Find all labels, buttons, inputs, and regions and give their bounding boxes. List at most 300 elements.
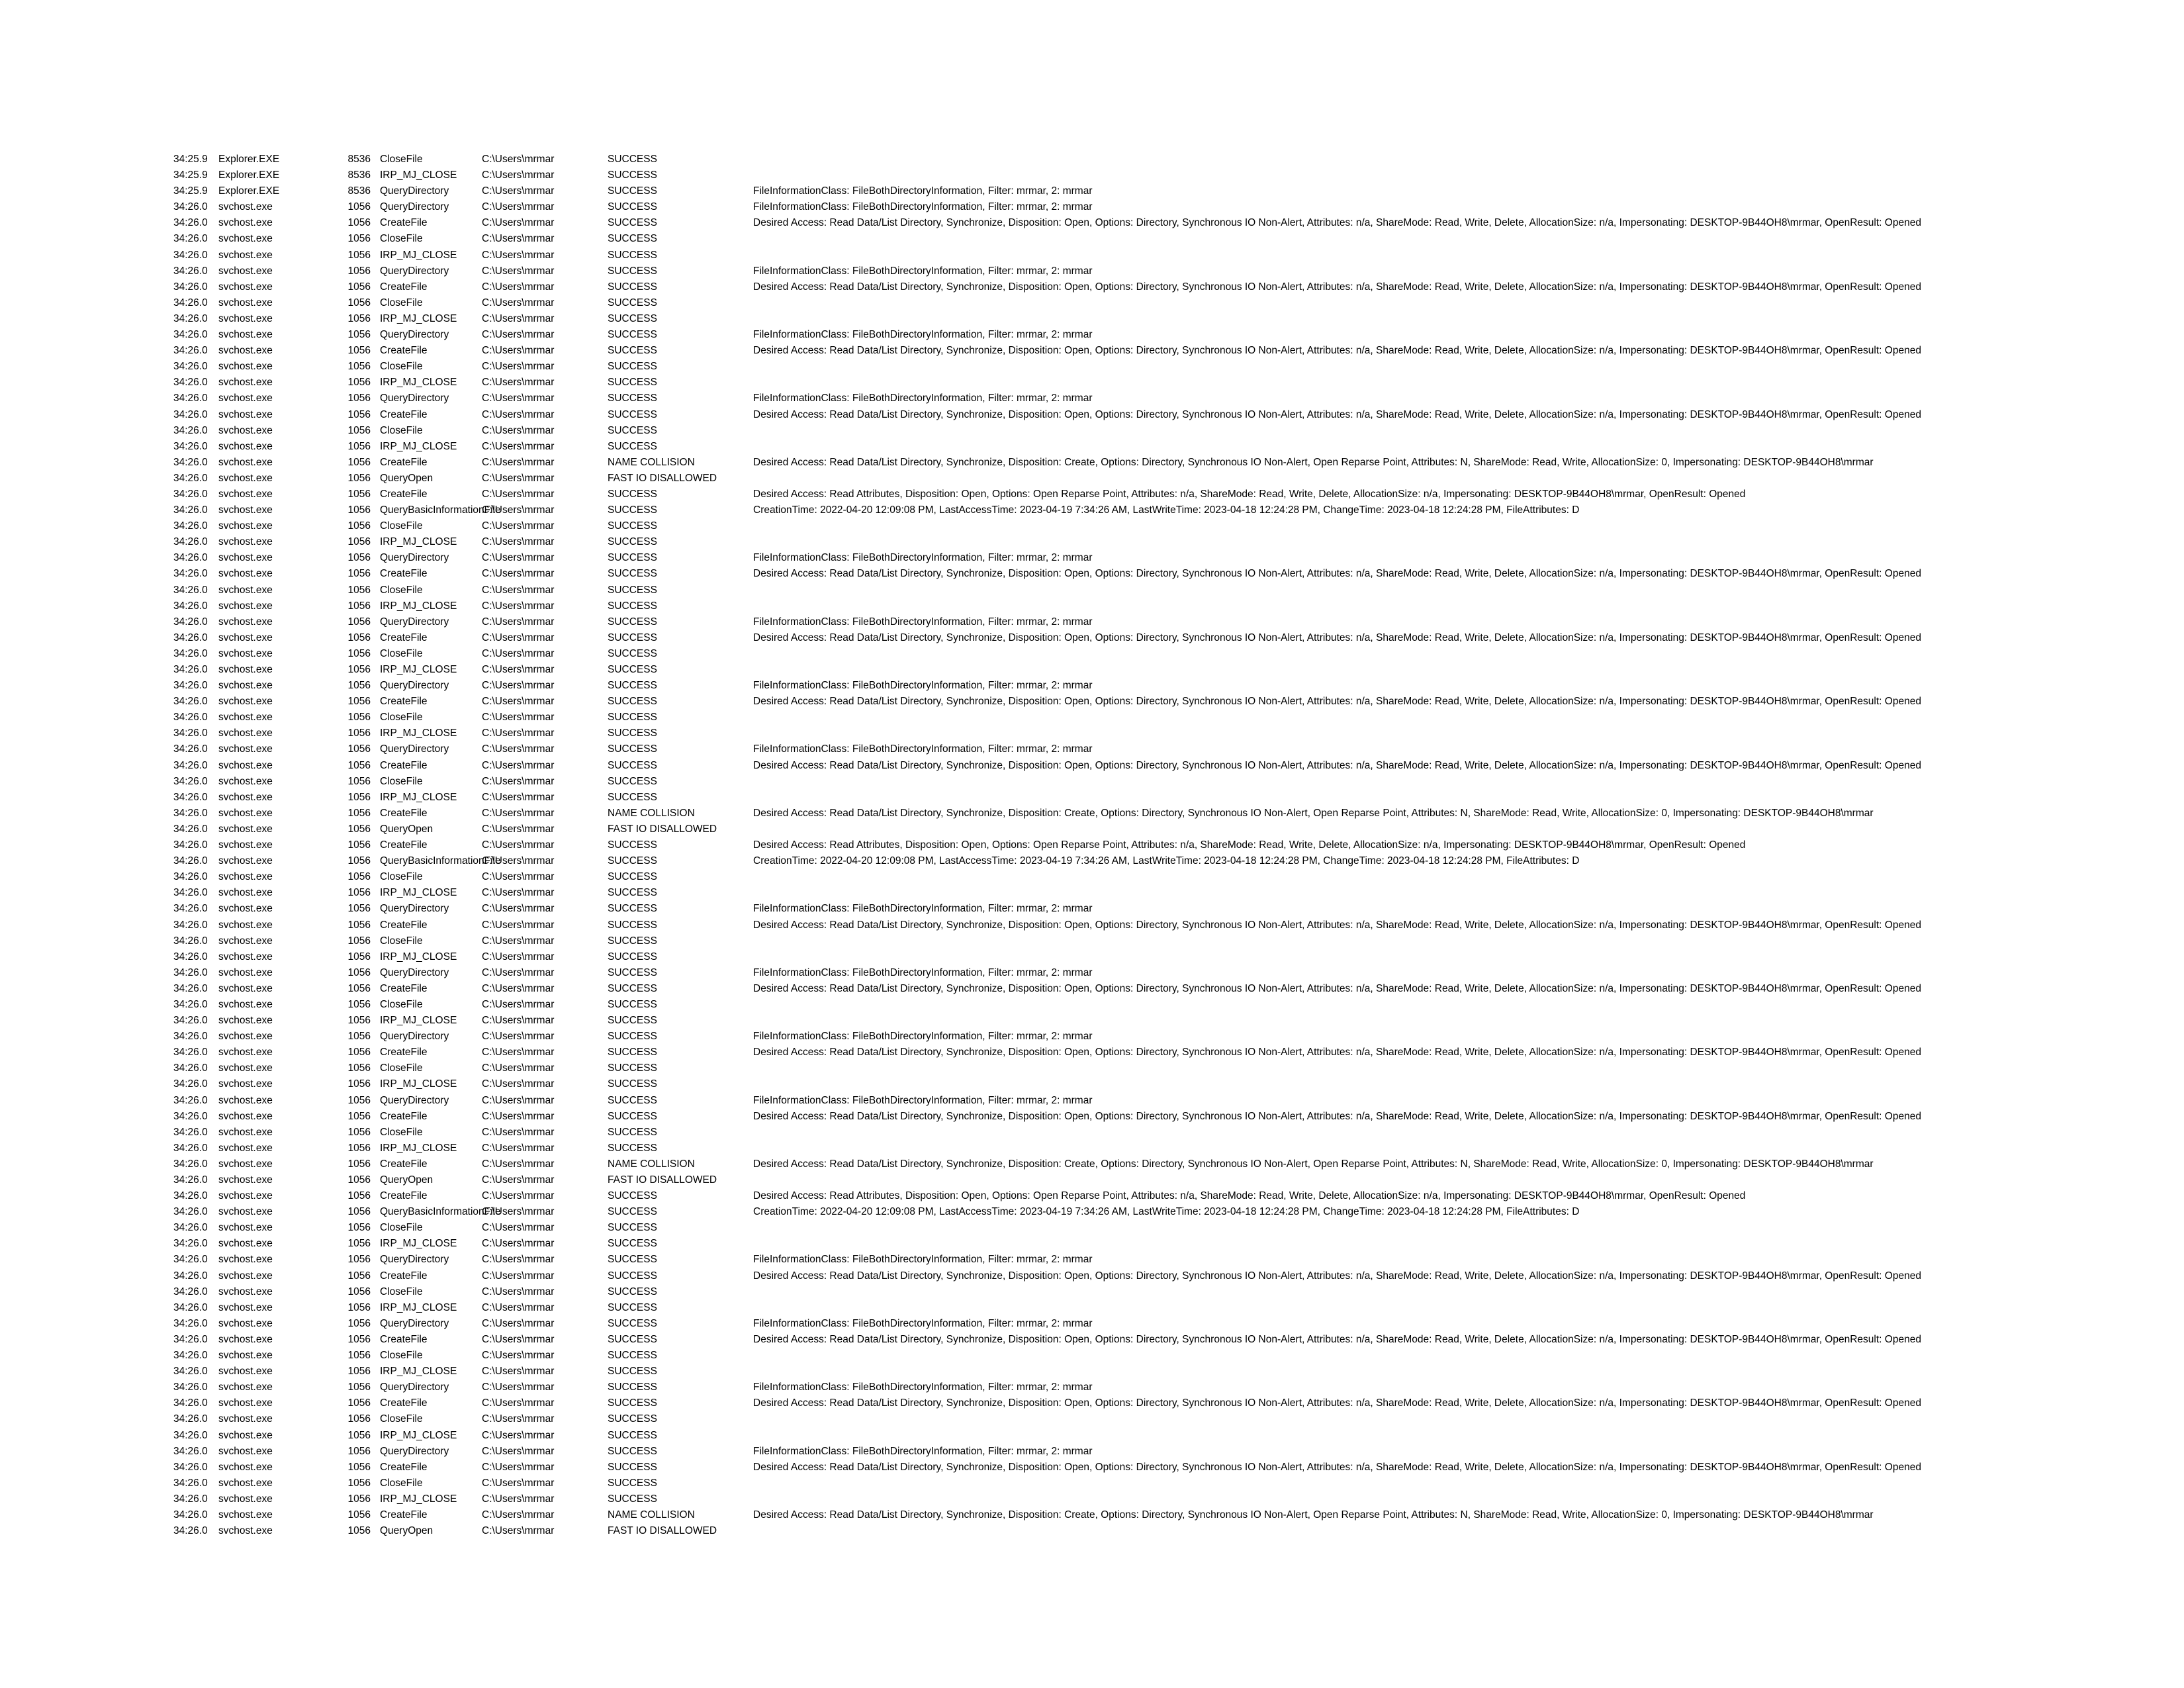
- time-cell: 34:26.0: [173, 1333, 208, 1345]
- pid-cell: 1056: [347, 201, 371, 213]
- pid-cell: 1056: [347, 361, 371, 373]
- result-cell: SUCCESS: [608, 440, 657, 452]
- result-cell: SUCCESS: [608, 1015, 657, 1027]
- detail-cell: Desired Access: Read Data/List Directory, Synchronize, Disposition: Open, Options: Directory, Synchronous IO Non-Alert, Attributes: n/a, ShareMode: Read, Write, Delete, AllocationSize: n/a, Impersonating: DESKTOP-9B44OH8\mrmar, OpenResult: Opened: [753, 1461, 1921, 1473]
- path-cell: C:\Users\mrmar: [482, 1270, 555, 1282]
- process-cell: svchost.exe: [218, 791, 273, 803]
- time-cell: 34:26.0: [173, 1190, 208, 1202]
- operation-cell: CreateFile: [380, 839, 428, 851]
- time-cell: 34:26.0: [173, 584, 208, 596]
- process-cell: svchost.exe: [218, 759, 273, 771]
- process-cell: svchost.exe: [218, 504, 273, 516]
- operation-cell: IRP_MJ_CLOSE: [380, 1366, 457, 1378]
- pid-cell: 1056: [347, 1477, 371, 1489]
- operation-cell: QueryOpen: [380, 823, 433, 835]
- time-cell: 34:26.0: [173, 1254, 208, 1266]
- path-cell: C:\Users\mrmar: [482, 1142, 555, 1154]
- pid-cell: 1056: [347, 377, 371, 389]
- operation-cell: QueryOpen: [380, 472, 433, 484]
- process-cell: svchost.exe: [218, 584, 273, 596]
- pid-cell: 1056: [347, 1031, 371, 1043]
- path-cell: C:\Users\mrmar: [482, 616, 555, 628]
- path-cell: C:\Users\mrmar: [482, 951, 555, 962]
- process-cell: svchost.exe: [218, 616, 273, 628]
- time-cell: 34:26.0: [173, 1062, 208, 1074]
- result-cell: SUCCESS: [608, 951, 657, 962]
- process-cell: svchost.exe: [218, 408, 273, 420]
- operation-cell: CloseFile: [380, 712, 423, 724]
- pid-cell: 1056: [347, 775, 371, 787]
- operation-cell: IRP_MJ_CLOSE: [380, 1238, 457, 1250]
- process-cell: svchost.exe: [218, 647, 273, 659]
- operation-cell: IRP_MJ_CLOSE: [380, 727, 457, 739]
- result-cell: SUCCESS: [608, 393, 657, 404]
- path-cell: C:\Users\mrmar: [482, 1238, 555, 1250]
- operation-cell: CloseFile: [380, 1350, 423, 1362]
- path-cell: C:\Users\mrmar: [482, 154, 555, 165]
- result-cell: SUCCESS: [608, 1429, 657, 1441]
- pid-cell: 1056: [347, 488, 371, 500]
- operation-cell: IRP_MJ_CLOSE: [380, 951, 457, 962]
- result-cell: FAST IO DISALLOWED: [608, 472, 717, 484]
- pid-cell: 1056: [347, 1254, 371, 1266]
- operation-cell: QueryDirectory: [380, 743, 449, 755]
- detail-cell: FileInformationClass: FileBothDirectoryInformation, Filter: mrmar, 2: mrmar: [753, 185, 1093, 197]
- pid-cell: 8536: [347, 185, 371, 197]
- result-cell: SUCCESS: [608, 1238, 657, 1250]
- pid-cell: 1056: [347, 871, 371, 883]
- path-cell: C:\Users\mrmar: [482, 1525, 555, 1537]
- operation-cell: CreateFile: [380, 281, 428, 293]
- process-cell: svchost.exe: [218, 520, 273, 532]
- process-cell: svchost.exe: [218, 1110, 273, 1122]
- operation-cell: QueryBasicInformationFile: [380, 504, 501, 516]
- path-cell: C:\Users\mrmar: [482, 759, 555, 771]
- process-cell: svchost.exe: [218, 312, 273, 324]
- pid-cell: 1056: [347, 1190, 371, 1202]
- process-cell: svchost.exe: [218, 1190, 273, 1202]
- process-cell: svchost.exe: [218, 1126, 273, 1138]
- operation-cell: QueryBasicInformationFile: [380, 855, 501, 867]
- time-cell: 34:26.0: [173, 281, 208, 293]
- operation-cell: IRP_MJ_CLOSE: [380, 1493, 457, 1505]
- process-cell: svchost.exe: [218, 727, 273, 739]
- detail-cell: Desired Access: Read Data/List Directory, Synchronize, Disposition: Open, Options: Directory, Synchronous IO Non-Alert, Attributes: n/a, ShareMode: Read, Write, Delete, AllocationSize: n/a, Impersonating: DESKTOP-9B44OH8\mrmar, OpenResult: Opened: [753, 1047, 1921, 1058]
- path-cell: C:\Users\mrmar: [482, 329, 555, 341]
- operation-cell: CreateFile: [380, 982, 428, 994]
- operation-cell: CloseFile: [380, 154, 423, 165]
- detail-cell: FileInformationClass: FileBothDirectoryInformation, Filter: mrmar, 2: mrmar: [753, 966, 1093, 978]
- pid-cell: 1056: [347, 1382, 371, 1393]
- detail-cell: Desired Access: Read Data/List Directory, Synchronize, Disposition: Open, Options: Directory, Synchronous IO Non-Alert, Attributes: n/a, ShareMode: Read, Write, Delete, AllocationSize: n/a, Impersonating: DESKTOP-9B44OH8\mrmar, OpenResult: Opened: [753, 1333, 1921, 1345]
- detail-cell: Desired Access: Read Data/List Directory, Synchronize, Disposition: Open, Options: Directory, Synchronous IO Non-Alert, Attributes: n/a, ShareMode: Read, Write, Delete, AllocationSize: n/a, Impersonating: DESKTOP-9B44OH8\mrmar, OpenResult: Opened: [753, 1397, 1921, 1409]
- path-cell: C:\Users\mrmar: [482, 536, 555, 548]
- process-cell: svchost.exe: [218, 775, 273, 787]
- process-cell: svchost.exe: [218, 233, 273, 245]
- operation-cell: CreateFile: [380, 1333, 428, 1345]
- detail-cell: FileInformationClass: FileBothDirectoryInformation, Filter: mrmar, 2: mrmar: [753, 1094, 1093, 1106]
- result-cell: SUCCESS: [608, 1254, 657, 1266]
- operation-cell: IRP_MJ_CLOSE: [380, 1015, 457, 1027]
- path-cell: C:\Users\mrmar: [482, 791, 555, 803]
- pid-cell: 1056: [347, 265, 371, 277]
- path-cell: C:\Users\mrmar: [482, 903, 555, 915]
- operation-cell: CloseFile: [380, 998, 423, 1010]
- time-cell: 34:26.0: [173, 201, 208, 213]
- result-cell: SUCCESS: [608, 1126, 657, 1138]
- result-cell: SUCCESS: [608, 1047, 657, 1058]
- result-cell: SUCCESS: [608, 1222, 657, 1234]
- process-cell: svchost.exe: [218, 1461, 273, 1473]
- process-cell: svchost.exe: [218, 329, 273, 341]
- path-cell: C:\Users\mrmar: [482, 393, 555, 404]
- result-cell: SUCCESS: [608, 520, 657, 532]
- result-cell: NAME COLLISION: [608, 1158, 695, 1170]
- pid-cell: 1056: [347, 727, 371, 739]
- operation-cell: CloseFile: [380, 233, 423, 245]
- result-cell: NAME COLLISION: [608, 456, 695, 468]
- time-cell: 34:26.0: [173, 297, 208, 308]
- result-cell: SUCCESS: [608, 377, 657, 389]
- pid-cell: 1056: [347, 1413, 371, 1425]
- pid-cell: 1056: [347, 966, 371, 978]
- path-cell: C:\Users\mrmar: [482, 1493, 555, 1505]
- time-cell: 34:26.0: [173, 536, 208, 548]
- result-cell: SUCCESS: [608, 265, 657, 277]
- pid-cell: 1056: [347, 536, 371, 548]
- detail-cell: Desired Access: Read Data/List Directory, Synchronize, Disposition: Open, Options: Directory, Synchronous IO Non-Alert, Attributes: n/a, ShareMode: Read, Write, Delete, AllocationSize: n/a, Impersonating: DESKTOP-9B44OH8\mrmar, OpenResult: Opened: [753, 345, 1921, 357]
- result-cell: FAST IO DISALLOWED: [608, 1525, 717, 1537]
- time-cell: 34:26.0: [173, 1525, 208, 1537]
- time-cell: 34:26.0: [173, 664, 208, 675]
- process-cell: svchost.exe: [218, 1254, 273, 1266]
- path-cell: C:\Users\mrmar: [482, 887, 555, 899]
- pid-cell: 1056: [347, 1174, 371, 1186]
- time-cell: 34:26.0: [173, 1317, 208, 1329]
- path-cell: C:\Users\mrmar: [482, 1286, 555, 1297]
- path-cell: C:\Users\mrmar: [482, 1174, 555, 1186]
- path-cell: C:\Users\mrmar: [482, 935, 555, 947]
- pid-cell: 1056: [347, 1270, 371, 1282]
- time-cell: 34:26.0: [173, 903, 208, 915]
- operation-cell: QueryDirectory: [380, 552, 449, 564]
- time-cell: 34:26.0: [173, 1461, 208, 1473]
- process-cell: svchost.exe: [218, 201, 273, 213]
- time-cell: 34:26.0: [173, 1015, 208, 1027]
- result-cell: SUCCESS: [608, 1031, 657, 1043]
- operation-cell: QueryDirectory: [380, 680, 449, 692]
- pid-cell: 1056: [347, 233, 371, 245]
- result-cell: SUCCESS: [608, 552, 657, 564]
- path-cell: C:\Users\mrmar: [482, 249, 555, 261]
- path-cell: C:\Users\mrmar: [482, 775, 555, 787]
- process-cell: svchost.exe: [218, 823, 273, 835]
- pid-cell: 1056: [347, 712, 371, 724]
- process-cell: svchost.exe: [218, 249, 273, 261]
- result-cell: SUCCESS: [608, 1317, 657, 1329]
- pid-cell: 1056: [347, 504, 371, 516]
- pid-cell: 1056: [347, 249, 371, 261]
- time-cell: 34:26.0: [173, 616, 208, 628]
- pid-cell: 1056: [347, 1094, 371, 1106]
- result-cell: SUCCESS: [608, 919, 657, 931]
- process-cell: svchost.exe: [218, 632, 273, 643]
- operation-cell: QueryOpen: [380, 1525, 433, 1537]
- process-cell: svchost.exe: [218, 1015, 273, 1027]
- process-cell: svchost.exe: [218, 1206, 273, 1218]
- result-cell: SUCCESS: [608, 871, 657, 883]
- operation-cell: QueryDirectory: [380, 1094, 449, 1106]
- process-cell: svchost.exe: [218, 1366, 273, 1378]
- path-cell: C:\Users\mrmar: [482, 440, 555, 452]
- pid-cell: 1056: [347, 345, 371, 357]
- detail-cell: Desired Access: Read Data/List Directory, Synchronize, Disposition: Open, Options: Directory, Synchronous IO Non-Alert, Attributes: n/a, ShareMode: Read, Write, Delete, AllocationSize: n/a, Impersonating: DESKTOP-9B44OH8\mrmar, OpenResult: Opened: [753, 281, 1921, 293]
- time-cell: 34:26.0: [173, 1031, 208, 1043]
- process-cell: svchost.exe: [218, 456, 273, 468]
- process-cell: svchost.exe: [218, 600, 273, 612]
- result-cell: SUCCESS: [608, 616, 657, 628]
- result-cell: SUCCESS: [608, 1461, 657, 1473]
- time-cell: 34:26.0: [173, 1445, 208, 1457]
- time-cell: 34:26.0: [173, 1413, 208, 1425]
- path-cell: C:\Users\mrmar: [482, 1445, 555, 1457]
- result-cell: SUCCESS: [608, 584, 657, 596]
- path-cell: C:\Users\mrmar: [482, 169, 555, 181]
- path-cell: C:\Users\mrmar: [482, 855, 555, 867]
- operation-cell: QueryDirectory: [380, 966, 449, 978]
- operation-cell: QueryDirectory: [380, 201, 449, 213]
- operation-cell: CreateFile: [380, 1509, 428, 1521]
- pid-cell: 1056: [347, 1493, 371, 1505]
- result-cell: SUCCESS: [608, 312, 657, 324]
- result-cell: SUCCESS: [608, 345, 657, 357]
- result-cell: SUCCESS: [608, 1382, 657, 1393]
- operation-cell: IRP_MJ_CLOSE: [380, 1301, 457, 1313]
- operation-cell: CreateFile: [380, 1397, 428, 1409]
- pid-cell: 1056: [347, 1509, 371, 1521]
- path-cell: C:\Users\mrmar: [482, 807, 555, 819]
- time-cell: 34:26.0: [173, 1110, 208, 1122]
- result-cell: SUCCESS: [608, 664, 657, 675]
- time-cell: 34:26.0: [173, 951, 208, 962]
- result-cell: SUCCESS: [608, 329, 657, 341]
- process-cell: svchost.exe: [218, 855, 273, 867]
- pid-cell: 1056: [347, 281, 371, 293]
- path-cell: C:\Users\mrmar: [482, 696, 555, 708]
- path-cell: C:\Users\mrmar: [482, 361, 555, 373]
- process-cell: svchost.exe: [218, 903, 273, 915]
- process-cell: svchost.exe: [218, 1413, 273, 1425]
- pid-cell: 1056: [347, 982, 371, 994]
- result-cell: SUCCESS: [608, 361, 657, 373]
- time-cell: 34:26.0: [173, 520, 208, 532]
- time-cell: 34:26.0: [173, 233, 208, 245]
- pid-cell: 1056: [347, 1206, 371, 1218]
- pid-cell: 1056: [347, 855, 371, 867]
- path-cell: C:\Users\mrmar: [482, 1366, 555, 1378]
- pid-cell: 1056: [347, 1047, 371, 1058]
- path-cell: C:\Users\mrmar: [482, 1397, 555, 1409]
- result-cell: SUCCESS: [608, 1366, 657, 1378]
- time-cell: 34:26.0: [173, 807, 208, 819]
- pid-cell: 1056: [347, 647, 371, 659]
- pid-cell: 1056: [347, 839, 371, 851]
- process-cell: Explorer.EXE: [218, 185, 280, 197]
- operation-cell: CloseFile: [380, 584, 423, 596]
- operation-cell: CloseFile: [380, 1126, 423, 1138]
- time-cell: 34:26.0: [173, 1142, 208, 1154]
- pid-cell: 1056: [347, 632, 371, 643]
- pid-cell: 1056: [347, 759, 371, 771]
- operation-cell: CreateFile: [380, 456, 428, 468]
- path-cell: C:\Users\mrmar: [482, 1254, 555, 1266]
- process-cell: svchost.exe: [218, 1286, 273, 1297]
- time-cell: 34:26.0: [173, 712, 208, 724]
- operation-cell: CreateFile: [380, 696, 428, 708]
- path-cell: C:\Users\mrmar: [482, 712, 555, 724]
- detail-cell: FileInformationClass: FileBothDirectoryInformation, Filter: mrmar, 2: mrmar: [753, 1254, 1093, 1266]
- process-cell: svchost.exe: [218, 345, 273, 357]
- process-cell: svchost.exe: [218, 680, 273, 692]
- time-cell: 34:26.0: [173, 265, 208, 277]
- result-cell: SUCCESS: [608, 680, 657, 692]
- operation-cell: IRP_MJ_CLOSE: [380, 887, 457, 899]
- result-cell: SUCCESS: [608, 1301, 657, 1313]
- operation-cell: CreateFile: [380, 217, 428, 229]
- operation-cell: IRP_MJ_CLOSE: [380, 1429, 457, 1441]
- result-cell: SUCCESS: [608, 759, 657, 771]
- time-cell: 34:26.0: [173, 249, 208, 261]
- process-cell: svchost.exe: [218, 1429, 273, 1441]
- operation-cell: CreateFile: [380, 759, 428, 771]
- time-cell: 34:26.0: [173, 1126, 208, 1138]
- time-cell: 34:26.0: [173, 345, 208, 357]
- operation-cell: QueryDirectory: [380, 903, 449, 915]
- time-cell: 34:26.0: [173, 424, 208, 436]
- path-cell: C:\Users\mrmar: [482, 664, 555, 675]
- result-cell: SUCCESS: [608, 488, 657, 500]
- pid-cell: 1056: [347, 584, 371, 596]
- time-cell: 34:26.0: [173, 488, 208, 500]
- path-cell: C:\Users\mrmar: [482, 727, 555, 739]
- process-cell: Explorer.EXE: [218, 154, 280, 165]
- operation-cell: QueryDirectory: [380, 393, 449, 404]
- process-cell: svchost.exe: [218, 1525, 273, 1537]
- time-cell: 34:26.0: [173, 393, 208, 404]
- operation-cell: CreateFile: [380, 568, 428, 580]
- pid-cell: 1056: [347, 1158, 371, 1170]
- result-cell: SUCCESS: [608, 536, 657, 548]
- path-cell: C:\Users\mrmar: [482, 1509, 555, 1521]
- pid-cell: 1056: [347, 1015, 371, 1027]
- process-cell: svchost.exe: [218, 1397, 273, 1409]
- result-cell: SUCCESS: [608, 1350, 657, 1362]
- detail-cell: FileInformationClass: FileBothDirectoryInformation, Filter: mrmar, 2: mrmar: [753, 552, 1093, 564]
- process-cell: svchost.exe: [218, 1509, 273, 1521]
- result-cell: NAME COLLISION: [608, 807, 695, 819]
- result-cell: SUCCESS: [608, 1206, 657, 1218]
- operation-cell: CreateFile: [380, 807, 428, 819]
- detail-cell: Desired Access: Read Data/List Directory, Synchronize, Disposition: Open, Options: Directory, Synchronous IO Non-Alert, Attributes: n/a, ShareMode: Read, Write, Delete, AllocationSize: n/a, Impersonating: DESKTOP-9B44OH8\mrmar, OpenResult: Opened: [753, 632, 1921, 643]
- result-cell: SUCCESS: [608, 408, 657, 420]
- path-cell: C:\Users\mrmar: [482, 488, 555, 500]
- operation-cell: IRP_MJ_CLOSE: [380, 440, 457, 452]
- process-cell: svchost.exe: [218, 393, 273, 404]
- time-cell: 34:26.0: [173, 329, 208, 341]
- time-cell: 34:26.0: [173, 1206, 208, 1218]
- path-cell: C:\Users\mrmar: [482, 919, 555, 931]
- pid-cell: 1056: [347, 1350, 371, 1362]
- pid-cell: 1056: [347, 664, 371, 675]
- result-cell: SUCCESS: [608, 855, 657, 867]
- operation-cell: CreateFile: [380, 919, 428, 931]
- time-cell: 34:26.0: [173, 504, 208, 516]
- pid-cell: 1056: [347, 1366, 371, 1378]
- process-cell: svchost.exe: [218, 1142, 273, 1154]
- time-cell: 34:26.0: [173, 647, 208, 659]
- detail-cell: FileInformationClass: FileBothDirectoryInformation, Filter: mrmar, 2: mrmar: [753, 1382, 1093, 1393]
- process-cell: svchost.exe: [218, 265, 273, 277]
- process-cell: svchost.exe: [218, 982, 273, 994]
- operation-cell: CloseFile: [380, 647, 423, 659]
- time-cell: 34:26.0: [173, 680, 208, 692]
- operation-cell: CreateFile: [380, 345, 428, 357]
- detail-cell: CreationTime: 2022-04-20 12:09:08 PM, LastAccessTime: 2023-04-19 7:34:26 AM, LastWriteTime: 2023-04-18 12:24:28 PM, ChangeTime: 2023-04-18 12:24:28 PM, FileAttributes: D: [753, 1206, 1580, 1218]
- path-cell: C:\Users\mrmar: [482, 1317, 555, 1329]
- result-cell: SUCCESS: [608, 249, 657, 261]
- path-cell: C:\Users\mrmar: [482, 743, 555, 755]
- pid-cell: 1056: [347, 312, 371, 324]
- process-cell: svchost.exe: [218, 472, 273, 484]
- path-cell: C:\Users\mrmar: [482, 552, 555, 564]
- time-cell: 34:26.0: [173, 1382, 208, 1393]
- result-cell: SUCCESS: [608, 966, 657, 978]
- time-cell: 34:26.0: [173, 871, 208, 883]
- result-cell: SUCCESS: [608, 1078, 657, 1090]
- result-cell: SUCCESS: [608, 647, 657, 659]
- process-cell: svchost.exe: [218, 1174, 273, 1186]
- pid-cell: 1056: [347, 616, 371, 628]
- detail-cell: Desired Access: Read Data/List Directory, Synchronize, Disposition: Create, Options: Directory, Synchronous IO Non-Alert, Open Reparse Point, Attributes: N, ShareMode: Read, Write, AllocationSize: 0, Impersonating: DESKTOP-9B44OH8\mrmar: [753, 1509, 1874, 1521]
- operation-cell: QueryOpen: [380, 1174, 433, 1186]
- result-cell: SUCCESS: [608, 1270, 657, 1282]
- detail-cell: Desired Access: Read Attributes, Disposition: Open, Options: Open Reparse Point, Attributes: n/a, ShareMode: Read, Write, Delete, AllocationSize: n/a, Impersonating: DESKTOP-9B44OH8\mrmar, OpenResult: Opened: [753, 1190, 1746, 1202]
- operation-cell: QueryDirectory: [380, 1031, 449, 1043]
- time-cell: 34:26.0: [173, 982, 208, 994]
- process-cell: svchost.exe: [218, 712, 273, 724]
- result-cell: SUCCESS: [608, 696, 657, 708]
- time-cell: 34:26.0: [173, 456, 208, 468]
- process-cell: svchost.exe: [218, 1238, 273, 1250]
- path-cell: C:\Users\mrmar: [482, 520, 555, 532]
- result-cell: SUCCESS: [608, 982, 657, 994]
- time-cell: 34:26.0: [173, 1509, 208, 1521]
- time-cell: 34:26.0: [173, 1238, 208, 1250]
- path-cell: C:\Users\mrmar: [482, 982, 555, 994]
- operation-cell: QueryDirectory: [380, 1382, 449, 1393]
- operation-cell: CloseFile: [380, 1286, 423, 1297]
- operation-cell: IRP_MJ_CLOSE: [380, 600, 457, 612]
- operation-cell: CloseFile: [380, 424, 423, 436]
- process-cell: svchost.exe: [218, 1047, 273, 1058]
- detail-cell: Desired Access: Read Data/List Directory, Synchronize, Disposition: Open, Options: Directory, Synchronous IO Non-Alert, Attributes: n/a, ShareMode: Read, Write, Delete, AllocationSize: n/a, Impersonating: DESKTOP-9B44OH8\mrmar, OpenResult: Opened: [753, 568, 1921, 580]
- pid-cell: 1056: [347, 552, 371, 564]
- result-cell: SUCCESS: [608, 935, 657, 947]
- pid-cell: 1056: [347, 440, 371, 452]
- result-cell: FAST IO DISALLOWED: [608, 823, 717, 835]
- process-cell: svchost.exe: [218, 998, 273, 1010]
- pid-cell: 8536: [347, 154, 371, 165]
